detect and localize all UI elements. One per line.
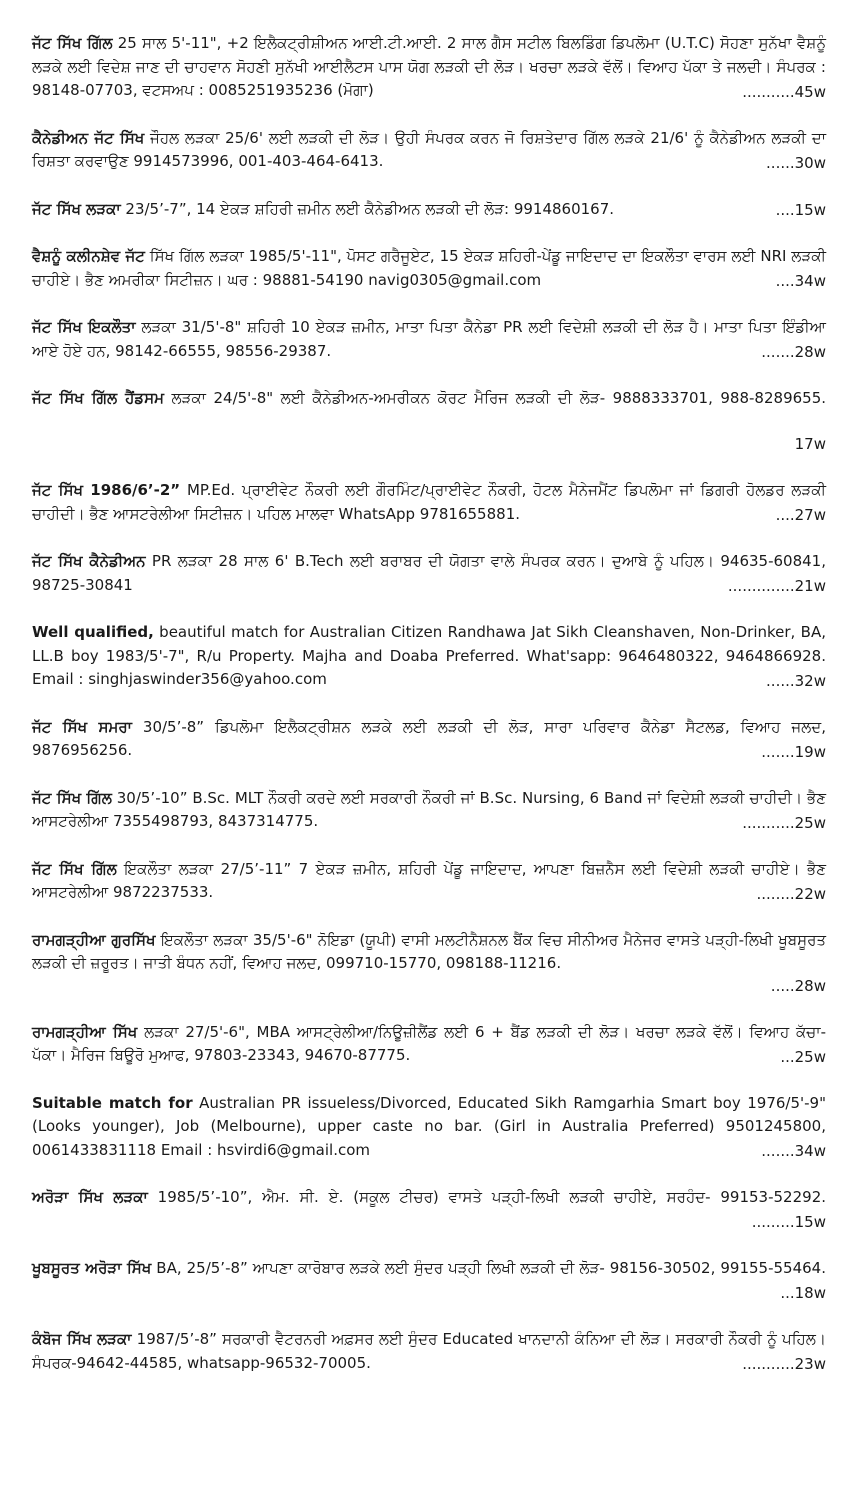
ad-description: BA, 25/5’-8” ਆਪਣਾ ਕਾਰੋਬਾਰ ਲੜਕੇ ਲਈ ਸੁੰਦਰ ਪੜ੍ਹੀ ਲਿਖੀ ਲੜਕੀ ਦੀ ਲੋੜ- 98156-30502, 99155-55464. xyxy=(151,1259,826,1277)
ad-headline: ਅਰੋੜਾ ਸਿੱਖ ਲੜਕਾ xyxy=(32,1188,148,1206)
ad-headline: ਰਾਮਗੜ੍ਹੀਆ ਸਿੱਖ xyxy=(32,1022,138,1041)
ad-text xyxy=(32,387,826,434)
ad-word-count: ....27w xyxy=(775,506,826,524)
matrimonial-ad xyxy=(32,787,826,834)
matrimonial-ad xyxy=(32,198,826,222)
ad-description: ਲੜਕਾ 31/5'-8" ਸ਼ਹਿਰੀ 10 ਏਕੜ ਜ਼ਮੀਨ, ਮਾਤਾ ਪਿਤਾ ਕੈਨੇਡਾ PR ਲਈ ਵਿਦੇਸ਼ੀ ਲੜਕੀ ਦੀ ਲੋੜ ਹੈ। ਮਾਤਾ ਪਿਤਾ ਇੰਡੀਆ ਆਏ ਹੋਏ ਹਨ, 98142-66555, 98556-29387. xyxy=(32,318,826,360)
ad-headline: ਰਾਮਗੜ੍ਹੀਆ ਗੁਰਸਿੱਖ xyxy=(32,930,156,949)
ad-word-count: .......19w xyxy=(761,742,826,761)
ad-description: 25 ਸਾਲ 5'-11", +2 ਇਲੈਕਟ੍ਰੀਸ਼ੀਅਨ ਆਈ.ਟੀ.ਆਈ. 2 ਸਾਲ ਗੈਸ ਸਟੀਲ ਬਿਲਡਿੰਗ ਡਿਪਲੋਮਾ (U.T.C) ਸੋਹਣਾ ਸੁਨੱਖਾ ਵੈਸ਼ਨੂੰ ਲੜਕੇ ਲਈ ਵਿਦੇਸ਼ ਜਾਣ ਦੀ ਚਾਹਵਾਨ ਸੋਹਣੀ ਸੁਨੱਖੀ ਆਈਲੈਟਸ ਪਾਸ ਯੋਗ ਲੜਕੀ ਦੀ ਲੋੜ। ਖਰਚਾ ਲੜਕੇ ਵੱਲੋਂ। ਵਿਆਹ ਪੱਕਾ ਤੇ ਜਲਦੀ। ਸੰਪਰਕ : 98148-07703, ਵਟਸਅਪ : 0085251935236 (ਮੋਗਾ) xyxy=(32,34,826,99)
ad-headline: ਜੱਟ ਸਿੱਖ ਗਿੱਲ xyxy=(32,788,112,807)
ad-headline: ਜੱਟ ਸਿੱਖ ਗਿੱਲ xyxy=(32,34,113,52)
ad-description: ਇਕਲੌਤਾ ਲੜਕਾ 27/5’-11” 7 ਏਕੜ ਜ਼ਮੀਨ, ਸ਼ਹਿਰੀ ਪੇਂਡੂ ਜਾਇਦਾਦ, ਆਪਣਾ ਬਿਜ਼ਨੈਸ ਲਈ ਵਿਦੇਸ਼ੀ ਲੜਕੀ ਚਾਹੀਏ। ਭੈਣ ਆਸਟਰੇਲੀਆ 9872237533. xyxy=(32,859,826,901)
ad-word-count: .......28w xyxy=(761,343,826,361)
ad-description: MP.Ed. ਪ੍ਰਾਈਵੇਟ ਨੌਕਰੀ ਲਈ ਗੌਰਮਿੰਟ/ਪ੍ਰਾਈਵੇਟ ਨੌਕਰੀ, ਹੋਟਲ ਮੈਨੇਜਮੈਂਟ ਡਿਪਲੋਮਾ ਜਾਂ ਡਿਗਰੀ ਹੋਲਡਰ ਲੜਕੀ ਚਾਹੀਦੀ। ਭੈਣ ਆਸਟਰੇਲੀਆ ਸਿਟੀਜ਼ਨ। ਪਹਿਲ ਮਾਲਵਾ WhatsApp 9781655881. xyxy=(32,481,826,523)
ad-description: ਸਿੱਖ ਗਿੱਲ ਲੜਕਾ 1985/5'-11", ਪੋਸਟ ਗਰੈਜੂਏਟ, 15 ਏਕੜ ਸ਼ਹਿਰੀ-ਪੇਂਡੂ ਜਾਇਦਾਦ ਦਾ ਇਕਲੌਤਾ ਵਾਰਸ ਲਈ NRI ਲੜਕੀ ਚਾਹੀਏ। ਭੈਣ ਅਮਰੀਕਾ ਸਿਟੀਜ਼ਨ। ਘਰ : 98881-54190 navig0305@gmail.com xyxy=(32,247,826,289)
matrimonial-ad xyxy=(32,32,826,103)
ad-headline: Well qualified, xyxy=(32,623,154,641)
ad-headline: ਜੱਟ ਸਿੱਖ 1986/6’-2” xyxy=(32,481,181,499)
ad-headline: ਜੱਟ ਸਿੱਖ ਕੈਨੇਡੀਅਨ xyxy=(32,552,146,570)
matrimonial-ad xyxy=(32,929,826,997)
matrimonial-ad xyxy=(32,716,826,763)
ad-description: ਜੌਹਲ ਲੜਕਾ 25/6' ਲਈ ਲੜਕੀ ਦੀ ਲੋੜ। ਉਹੀ ਸੰਪਰਕ ਕਰਨ ਜੋ ਰਿਸ਼ਤੇਦਾਰ ਗਿੱਲ ਲੜਕੇ 21/6' ਨੂੰ ਕੈਨੇਡੀਅਨ ਲੜਕੀ ਦਾ ਰਿਸ਼ਤਾ ਕਰਵਾਉਣ 9914573996, 001-403-464-6413. xyxy=(32,128,826,170)
matrimonial-ad xyxy=(32,245,826,292)
ad-description: beautiful match for Australian Citizen Randhawa Jat Sikh Cleanshaven, Non-Drinker, BA, LL.B boy 1983/5'-7", R/u Property. Majha and Doaba Preferred. What'sapp: 9646480322, 9464866928. Email : singhjaswinder356@yahoo.com xyxy=(32,623,826,688)
ad-headline: ਜੱਟ ਸਿੱਖ ਲੜਕਾ xyxy=(32,199,121,218)
ad-description: ਇਕਲੌਤਾ ਲੜਕਾ 35/5'-6" ਨੋਇਡਾ (ਯੂਪੀ) ਵਾਸੀ ਮਲਟੀਨੈਸ਼ਨਲ ਬੈਂਕ ਵਿਚ ਸੀਨੀਅਰ ਮੈਨੇਜਰ ਵਾਸਤੇ ਪੜ੍ਹੀ-ਲਿਖੀ ਖੂਬਸੂਰਤ ਲੜਕੀ ਦੀ ਜ਼ਰੂਰਤ। ਜਾਤੀ ਬੰਧਨ ਨਹੀਂ, ਵਿਆਹ ਜਲਦ, 099710-15770, 098188-11216. xyxy=(32,930,826,972)
ad-headline: ਕੈਨੇਡੀਅਨ ਜੱਟ ਸਿੱਖ xyxy=(32,128,145,147)
ad-word-count: .....28w xyxy=(770,976,826,995)
matrimonial-ad xyxy=(32,621,826,692)
ad-word-count: ...........23w xyxy=(742,1355,826,1373)
matrimonial-ad xyxy=(32,1021,826,1068)
ad-description: 23/5’-7”, 14 ਏਕੜ ਸ਼ਹਿਰੀ ਜ਼ਮੀਨ ਲਈ ਕੈਨੇਡੀਅਨ ਲੜਕੀ ਦੀ ਲੋੜ: 9914860167. xyxy=(120,199,615,218)
matrimonial-ad xyxy=(32,1328,826,1375)
matrimonial-ad xyxy=(32,1092,826,1163)
ad-word-count: .......34w xyxy=(761,1142,826,1160)
ad-description: 30/5’-10” B.Sc. MLT ਨੌਕਰੀ ਕਰਦੇ ਲਈ ਸਰਕਾਰੀ ਨੌਕਰੀ ਜਾਂ B.Sc. Nursing, 6 Band ਜਾਂ ਵਿਦੇਸ਼ੀ ਲੜਕੀ ਚਾਹੀਦੀ। ਭੈਣ ਆਸਟਰੇਲੀਆ 7355498793, 8437314775. xyxy=(32,788,826,830)
ad-word-count: ...18w xyxy=(780,1284,826,1302)
matrimonial-ad xyxy=(32,858,826,905)
ad-headline: ਖੂਬਸੂਰਤ ਅਰੋੜਾ ਸਿੱਖ xyxy=(32,1259,152,1277)
ad-headline: ਜੱਟ ਸਿੱਖ ਗਿੱਲ xyxy=(32,859,117,878)
ad-headline: Suitable match for xyxy=(32,1093,193,1112)
ad-word-count: ..............21w xyxy=(727,577,826,595)
ad-word-count: ......32w xyxy=(766,671,826,690)
matrimonial-ad xyxy=(32,479,826,526)
ad-word-count: .........15w xyxy=(751,1213,826,1231)
ad-word-count: ...25w xyxy=(780,1047,826,1066)
matrimonial-ad xyxy=(32,316,826,363)
ad-description: Australian PR issueless/Divorced, Educated Sikh Ramgarhia Smart boy 1976/5'-9" (Looks younger), Job (Melbourne), upper caste no bar. (Girl in Australia Preferred) 9501245800, 0061433831118 Email : hsvirdi6@gmail.com xyxy=(32,1093,826,1159)
ad-word-count: ....34w xyxy=(775,272,826,290)
matrimonial-ad xyxy=(32,127,826,174)
ad-description: 30/5’-8” ਡਿਪਲੋਮਾ ਇਲੈਕਟ੍ਰੀਸ਼ਨ ਲੜਕੇ ਲਈ ਲੜਕੀ ਦੀ ਲੋੜ, ਸਾਰਾ ਪਰਿਵਾਰ ਕੈਨੇਡਾ ਸੈਟਲਡ, ਵਿਆਹ ਜਲਦ, 9876956256. xyxy=(32,717,826,759)
ad-text xyxy=(32,198,826,222)
matrimonial-ad xyxy=(32,1186,826,1233)
ad-description: PR ਲੜਕਾ 28 ਸਾਲ 6' B.Tech ਲਈ ਬਰਾਬਰ ਦੀ ਯੋਗਤਾ ਵਾਲੇ ਸੰਪਰਕ ਕਰਨ। ਦੁਆਬੇ ਨੂੰ ਪਹਿਲ। 94635-60841, 98725-30841 xyxy=(32,552,826,594)
ad-headline: ਕੰਬੋਜ ਸਿੱਖ ਲੜਕਾ xyxy=(32,1330,132,1348)
ad-description: 1987/5’-8” ਸਰਕਾਰੀ ਵੈਟਰਨਰੀ ਅਫ਼ਸਰ ਲਈ ਸੁੰਦਰ Educated ਖਾਨਦਾਨੀ ਕੰਨਿਆ ਦੀ ਲੋੜ। ਸਰਕਾਰੀ ਨੌਕਰੀ ਨੂੰ ਪਹਿਲ। ਸੰਪਰਕ-94642-44585, whatsapp-96532-70005. xyxy=(32,1330,826,1372)
ad-description: 1985/5’-10”, ਐਮ. ਸੀ. ਏ. (ਸਕੂਲ ਟੀਚਰ) ਵਾਸਤੇ ਪੜ੍ਹੀ-ਲਿਖੀ ਲੜਕੀ ਚਾਹੀਏ, ਸਰਹੰਦ- 99153-52292. xyxy=(147,1188,827,1206)
ad-description: ਲੜਕਾ 27/5'-6", MBA ਆਸਟ੍ਰੇਲੀਆ/ਨਿਊਜ਼ੀਲੈਂਡ ਲਈ 6 + ਬੈਂਡ ਲੜਕੀ ਦੀ ਲੋੜ। ਖਰਚਾ ਲੜਕੇ ਵੱਲੋਂ। ਵਿਆਹ ਕੱਚਾ-ਪੱਕਾ। ਮੈਰਿਜ ਬਿਊਰੋ ਮੁਆਫ, 97803-23343, 94670-87775. xyxy=(32,1022,826,1064)
ad-word-count: ...........45w xyxy=(742,82,826,101)
ad-word-count: ........22w xyxy=(756,884,826,903)
matrimonial-ad xyxy=(32,1257,826,1304)
ad-text xyxy=(32,929,826,976)
ad-word-count: ......30w xyxy=(766,153,826,172)
ad-description: ਲੜਕਾ 24/5'-8" ਲਈ ਕੈਨੇਡੀਅਨ-ਅਮਰੀਕਨ ਕੋਰਟ ਮੈਰਿਜ ਲੜਕੀ ਦੀ ਲੋੜ- 9888333701, 988-8289655. xyxy=(163,389,827,407)
ad-headline: ਜੱਟ ਸਿੱਖ ਸਮਰਾ xyxy=(32,717,132,736)
ad-word-count: ....15w xyxy=(775,201,826,219)
ad-headline: ਜੱਟ ਸਿੱਖ ਗਿੱਲ ਹੈਂਡਸਮ xyxy=(32,389,164,407)
ad-word-count: 17w xyxy=(794,435,826,453)
ad-headline: ਜੱਟ ਸਿੱਖ ਇਕਲੌਤਾ xyxy=(32,318,136,336)
ad-headline: ਵੈਸ਼ਨੂੰ ਕਲੀਨਸ਼ੇਵ ਜੱਟ xyxy=(32,247,145,265)
matrimonial-ad xyxy=(32,387,826,455)
ad-word-count: ...........25w xyxy=(742,813,826,832)
matrimonial-ad xyxy=(32,550,826,597)
